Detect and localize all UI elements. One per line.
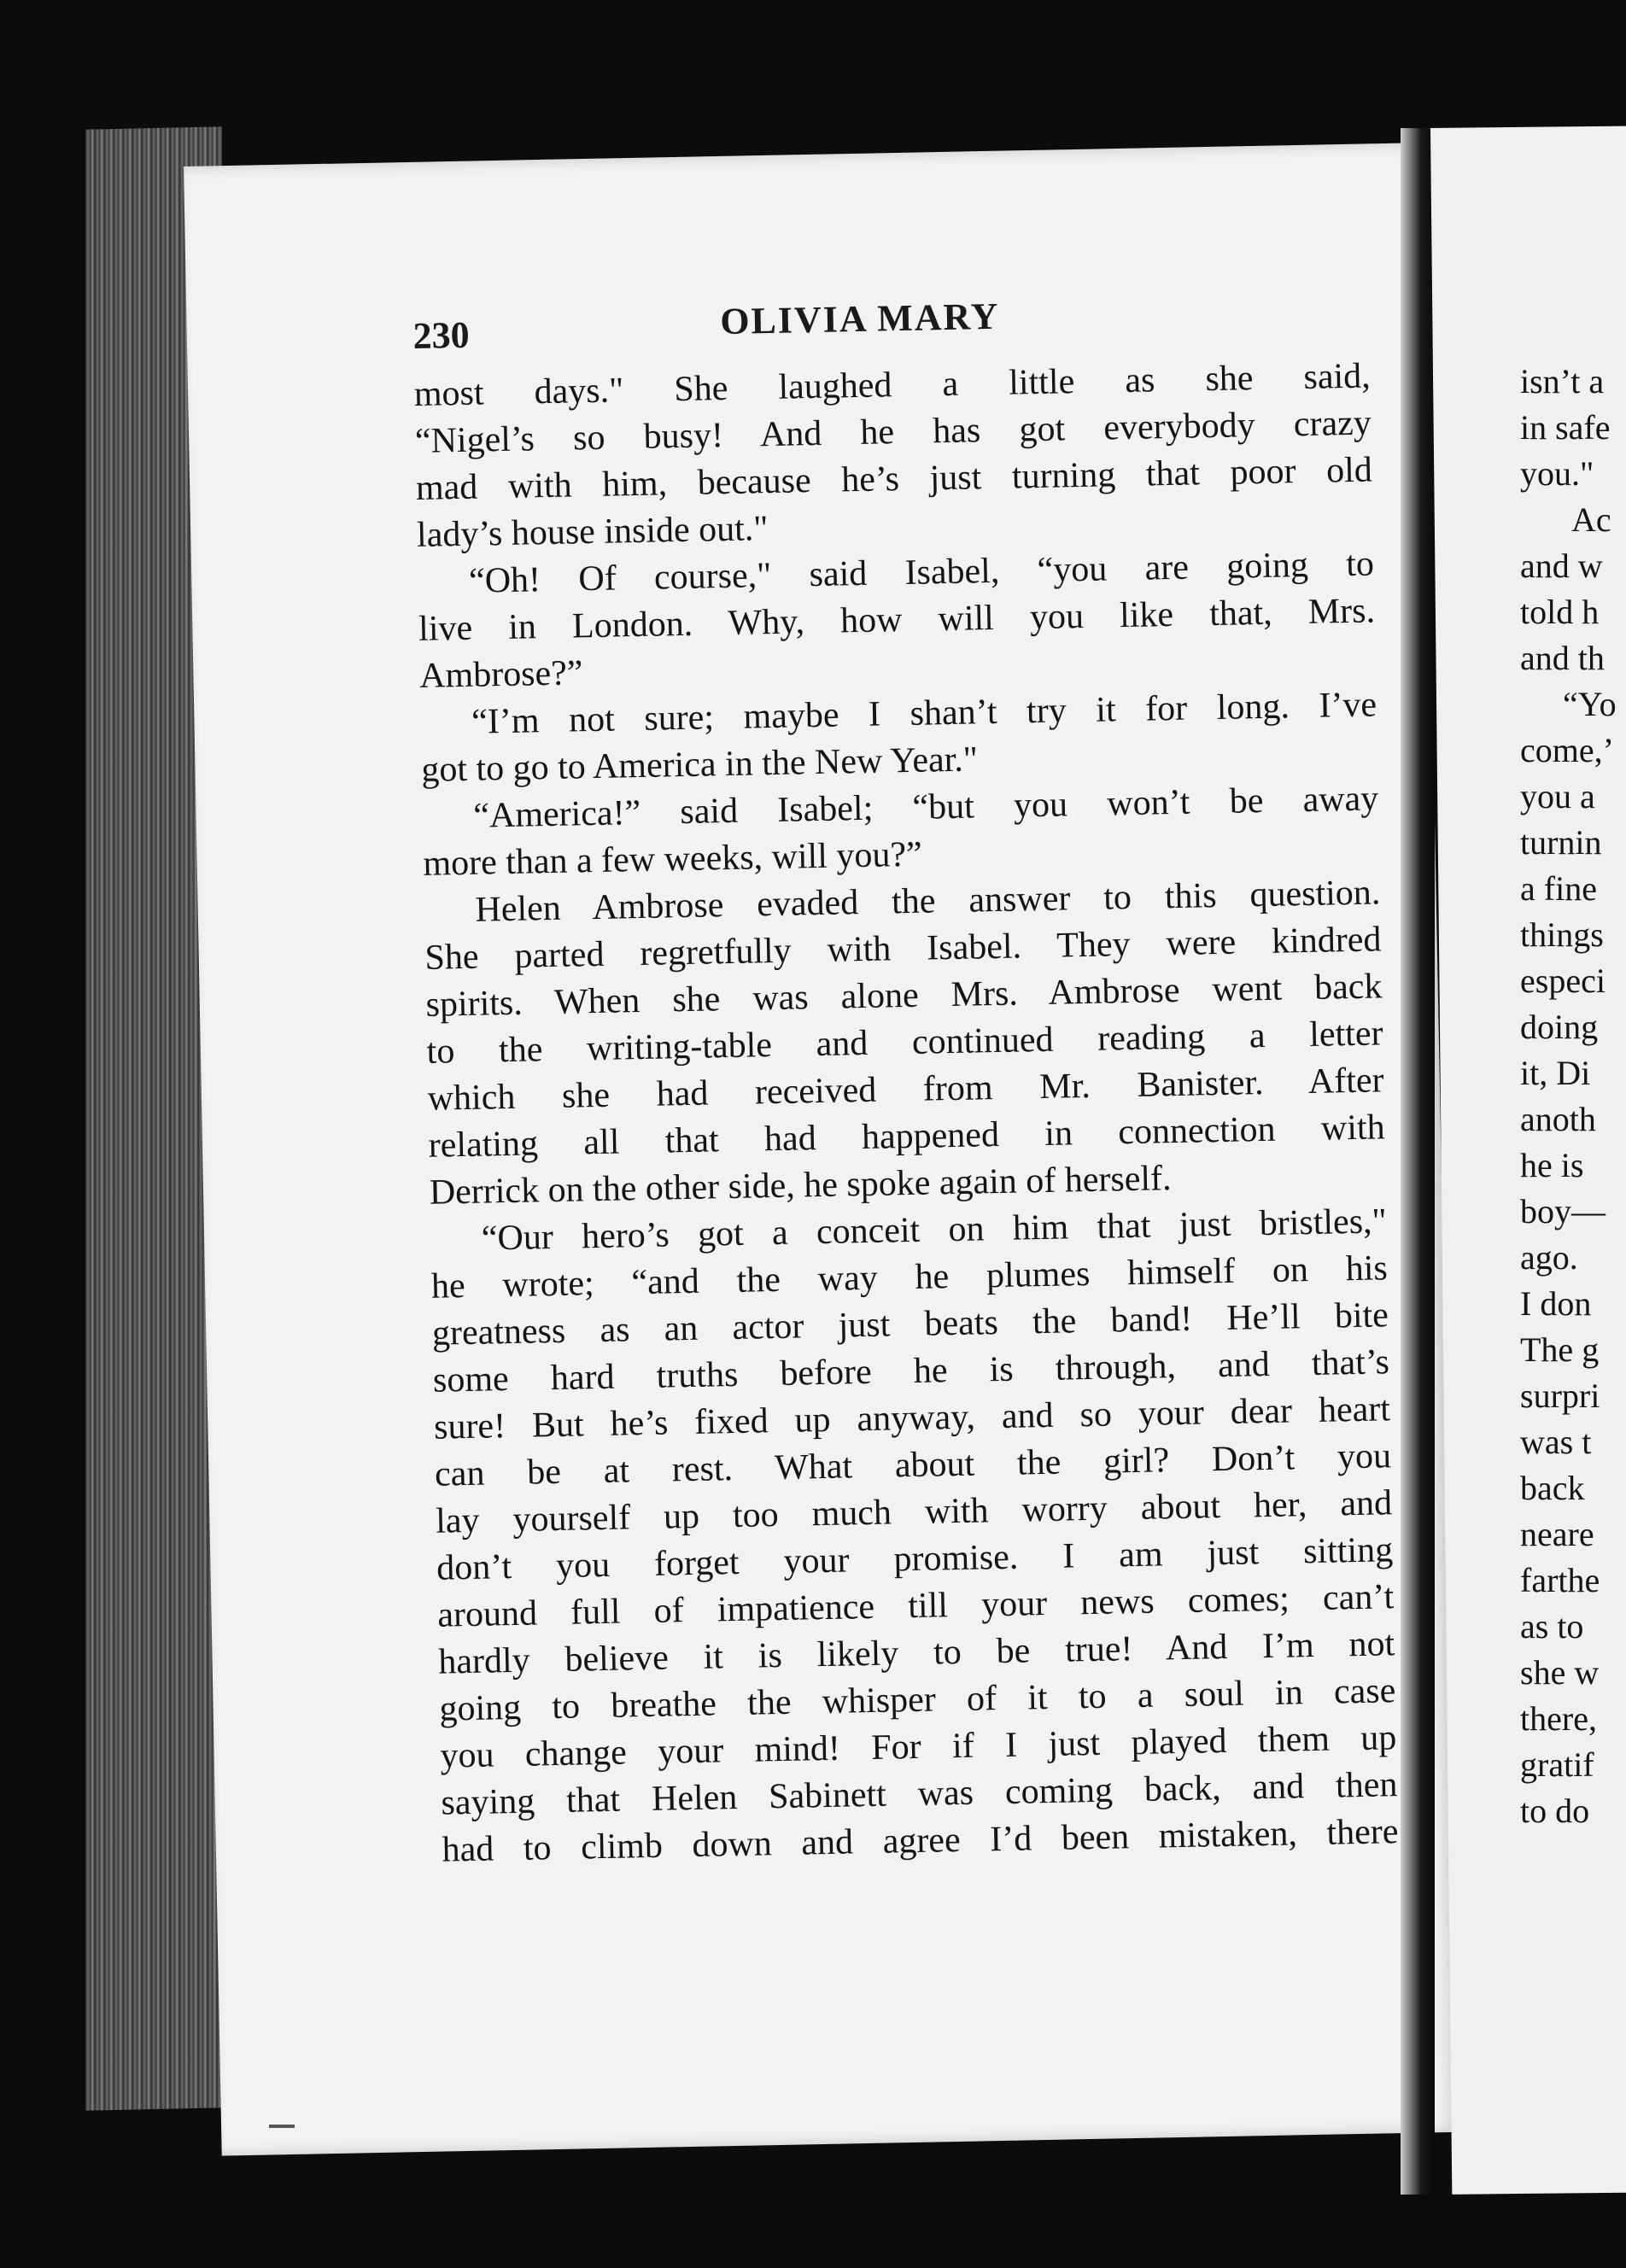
text-line: sure! But he’s fixed up anyway, and so your dear heart [433,1389,1391,1447]
text-line: and th [1520,639,1605,677]
page-header [412,280,1370,366]
text-line: I don [1520,1284,1592,1323]
text-line: back [1520,1469,1585,1507]
text-line: can be at rest. What about the girl? Don’t you [434,1436,1392,1494]
text-line: around full of impatience till your news comes; can’t [436,1577,1395,1635]
text-line: The g [1520,1330,1600,1369]
text-line: farthe [1520,1561,1600,1599]
text-line: some hard truths before he is through, and that’s [432,1342,1390,1400]
text-line: neare [1520,1515,1594,1553]
text-line: especi [1520,962,1606,1000]
text-line: more than a few weeks, will you?” [423,834,923,884]
text-line: relating all that had happened in connection with [428,1108,1386,1166]
text-line: to the writing-table and continued reading a letter [426,1014,1383,1072]
text-line: anoth [1520,1100,1596,1138]
text-line: Helen Ambrose evaded the answer to this question. [475,873,1381,930]
text-line: in safe [1520,408,1611,447]
text-line: you." [1520,454,1594,493]
right-page-body [1520,359,1626,1834]
text-line: you change your mind! For if I just played them up [440,1718,1397,1776]
text-line: it, Di [1520,1054,1591,1092]
text-line: you a [1520,777,1595,815]
text-line: She parted regretfully with Isabel. They were kindred [424,920,1382,978]
text-line: turnin [1520,823,1602,862]
text-line: told h [1520,593,1600,631]
text-line: Ambrose?” [418,653,583,696]
text-line: saying that Helen Sabinett was coming back, and then [441,1765,1398,1823]
text-line: most days." She laughed a little as she said, [413,356,1372,414]
text-line: greatness as an actor just beats the band! He’ll bite [431,1295,1389,1353]
text-line: he wrote; “and the way he plumes himself on his [430,1248,1389,1306]
text-line: going to breathe the whisper of it to a soul in case [439,1671,1396,1729]
text-line: boy— [1520,1192,1606,1230]
text-line: gratif [1520,1745,1594,1784]
text-line: surpri [1520,1377,1600,1415]
text-line: Derrick on the other side, he spoke again of herself. [429,1159,1172,1213]
text-line: there, [1520,1699,1597,1738]
text-line: “I’m not sure; maybe I shan’t try it for long. I’ve [471,685,1377,742]
text-line: had to climb down and agree I’d been mistaken, there [442,1812,1399,1870]
text-line: live in London. Why, how will you like that, Mrs. [418,591,1376,649]
text-line: ago. [1520,1238,1578,1277]
running-title: OLIVIA MARY [719,295,1000,343]
text-line: don’t you forget your promise. I am just sitting [436,1530,1394,1588]
text-line: “Our hero’s got a conceit on him that just bristles," [481,1201,1388,1259]
text-line: got to go to America in the New Year." [420,739,979,790]
text-line: spirits. When she was alone Mrs. Ambrose went back [425,967,1383,1025]
print-mark [269,2125,295,2128]
text-line: and w [1520,547,1603,585]
text-line: to do [1520,1792,1590,1830]
text-line: lay yourself up too much with worry about her, and [435,1483,1393,1541]
text-line: mad with him, because he’s just turning that poor old [415,450,1373,508]
text-line: “Yo [1563,685,1617,723]
text-line: a fine [1520,869,1597,908]
text-line: isn’t a [1520,362,1605,400]
left-page-content [188,156,1438,2143]
text-line: he is [1520,1146,1584,1184]
text-line: hardly believe it is likely to be true! And I’m not [437,1624,1395,1682]
page-number: 230 [412,313,471,357]
text-line: Ac [1571,500,1611,539]
text-line: which she had received from Mr. Banister. After [427,1061,1384,1119]
text-line: come,’ [1520,731,1614,769]
text-line: as to [1520,1607,1584,1645]
left-page-body [413,353,1399,1873]
text-line: things [1520,915,1604,954]
text-line: was t [1520,1423,1592,1461]
text-line: she w [1520,1653,1600,1692]
text-line: lady’s house inside out." [416,509,769,555]
text-line: “America!” said Isabel; “but you won’t be away [472,779,1379,836]
text-line: “Nigel’s so busy! And he has got everybody crazy [414,403,1372,461]
text-line: “Oh! Of course," said Isabel, “you are going to [468,544,1375,601]
text-line: doing [1520,1008,1599,1046]
